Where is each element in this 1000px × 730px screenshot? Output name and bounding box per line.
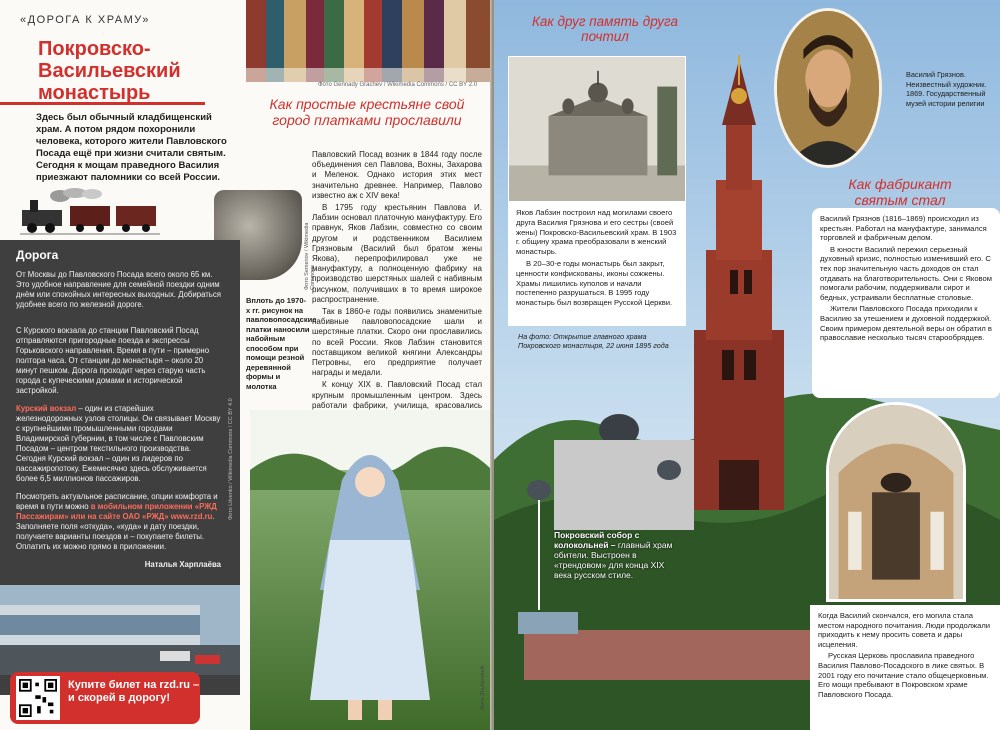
- history-card: [508, 202, 686, 326]
- card-paragraph: Василий Грязнов (1816–1869) происходил из крестьян. Работал на мануфактуре, занимался торговлей и фабричным делом.: [820, 214, 987, 243]
- photo-credit: Фото Gennady Grachev / Wikimedia Commons / CC BY 2.0: [318, 82, 478, 88]
- cathedral-caption: Покровский собор с колокольней – главный храм обители. Выстроен в «трендовом» для конца XIX века русском стиле.: [554, 530, 673, 580]
- kursky-station-label: Курский вокзал: [16, 404, 77, 413]
- card-paragraph: В 20–30-е годы монастырь был закрыт, ценности конфискованы, иконы сожжены. Храмы лишились куполов и начали постепенно разрушаться. В 1995 году монастырь был возвращен Русской Церкви.: [516, 258, 673, 308]
- card-paragraph: В юности Василий пережил серьезный духовный кризис, полностью изменивший его. С тех пор значительную часть доходов он стал отдавать на благотворительность. Они с Яковом помогали рабочим, поддерживали сирот и бедных, устраивали бесплатные столовые.: [820, 244, 992, 302]
- church-interior-photo: [826, 402, 966, 602]
- article-paragraph: Так в 1860-е годы появились знаменитые набивные павловопосадские шали и шерстяные платки. Скоро они прославились по всей России. Яков Лабзин становится поставщиком великой княгини Александры Петровны, его предприятие получает награды и медали.: [312, 307, 482, 378]
- photo-credit: Фото Semenov / Wikimedia Commons: [304, 222, 316, 290]
- veneration-card: [810, 605, 1000, 730]
- historic-church-photo: [508, 56, 686, 202]
- intro-paragraph: Здесь был обычный кладбищенский храм. А потом рядом похоронили человека, которого жители Павловского Посада ещё при жизни считали святым. Сегодня к мощам праведного Василия приезжают паломники со всей России.: [36, 112, 227, 183]
- section-headline: Как простые крестьяне свой город платками прославили: [269, 96, 465, 128]
- caption-pointer-line: [538, 500, 540, 610]
- sidebar-paragraph: От Москвы до Павловского Посада всего около 65 км. Это удобное направление для семейной поездки одним днём или спокойных интересных выходных. Добираться удобнее всего по железной дороге.: [16, 270, 221, 309]
- card-paragraph: Русская Церковь прославила праведного Василия Павлово-Посадского в лике святых. В 2001 году его почитание стало общецерковным. Его мощи пребывают в Покровском храме Павловского Посада.: [818, 651, 989, 699]
- section-headline: Как фабрикант святым стал: [848, 176, 952, 208]
- girl-in-shawl-photo: [250, 410, 490, 730]
- steam-train-illustration: [20, 188, 160, 236]
- left-page: [0, 0, 492, 730]
- article-paragraph: Павловский Посад возник в 1844 году после объединения сел Павлова, Вохны, Захарова и Меленок. Однако история этих мест значительно древнее. Например, Павлово известно аж с XIV века!: [312, 150, 482, 200]
- biography-card: [812, 208, 1000, 398]
- article-title: Покровско-Васильевский монастырь: [38, 38, 181, 104]
- portrait-caption: Василий Грязнов. Неизвестный художник. 1869. Государственный музей истории религии: [906, 70, 987, 108]
- section-rubric: «ДОРОГА К ХРАМУ»: [20, 14, 150, 26]
- kursky-station-photo: [0, 585, 240, 675]
- article-paragraph: К концу XIX в. Павловский Посад стал крупным промышленным центром. Здесь работали фабрики, училища, красовались: [312, 380, 482, 410]
- sidebar-paragraph: Курский вокзал – один из старейших железнодорожных узлов столицы. Он связывает Москву с крупнейшими промышленными городами Владимирской губернии, в том числе с Павловским Посадом – центром текстильного производства. Сегодня Курский вокзал – один из лидеров по пассажиропотоку. Ежемесячно здесь обслуживается более 6,5 миллионов пассажиров.: [16, 404, 221, 483]
- vasily-gryaznov-portrait: [774, 8, 882, 168]
- sidebar-paragraph: С Курского вокзала до станции Павловский Посад отправляются пригородные поезда и экспрессы Горьковского направления. Время в пути – примерно полтора часа. От станции до монастыря – около 20 минут пешком. Дорога проходит через старую часть города с купеческими домами и исторической застройкой.: [16, 326, 210, 395]
- photo-credit: Фото Litvenko / Wikimedia Commons / CC BY 4.0: [228, 398, 234, 520]
- photo-caption: На фото: Открытие главного храма Покровского монастыря, 22 июня 1895 года: [518, 332, 669, 350]
- cathedral-caption-title: Покровский собор с колокольней –: [554, 530, 640, 550]
- section-headline: Как друг память друга почтил: [531, 14, 679, 44]
- photo-credit: Фото Shutterstock: [480, 665, 486, 710]
- qr-code-icon[interactable]: [16, 676, 60, 720]
- article-paragraph: В 1795 году крестьянин Павлова И. Лабзин основал платочную мануфактуру. Его правнук, Яков Лабзин, совместно со своим другом и родственником Василием Грязновым (Василий был братом жены Якова), перепрофилировал уже не мануфактуру, а полноценную фабрику на производство шерстяных шалей с набивным рисунком, получивших в то время широкое распространение.: [312, 203, 482, 304]
- buy-ticket-text: Купите билет на rzd.ru – и скорей в дорогу!: [68, 679, 200, 704]
- article-body: [312, 150, 482, 421]
- card-paragraph: Когда Василий скончался, его могила стала местом народного почитания. Люди продолжали приходить к нему просить совета и дары исцеления.: [818, 611, 990, 649]
- sidebar-title: Дорога: [16, 248, 59, 262]
- buy-ticket-banner[interactable]: [10, 672, 200, 724]
- printing-caption: Вплоть до 1970-х гг. рисунок на павловопосадские платки наносили набойным способом при помощи резной деревянной формы и молотка: [246, 296, 317, 391]
- card-paragraph: Яков Лабзин построил над могилами своего друга Василия Грязнова и его сестры (своей жены) Покровско-Васильевский храм. В 1903 г. общину храма преобразовали в женский монастырь.: [516, 208, 677, 257]
- card-paragraph: Жители Павловского Посада приходили к Василию за утешением и духовной поддержкой. Своим примером деятельной веры он обратил в православие несколько тысяч старообрядцев.: [820, 304, 992, 343]
- author-name: Наталья Харплаёва: [144, 560, 221, 569]
- sidebar-paragraph: Посмотреть актуальное расписание, опции комфорта и время в пути можно в мобильном приложении «РЖД Пассажирам» или на сайте ОАО «РЖД» www.rzd.ru. Заполняете поля «откуда», «куда» и дату поездки, получаете варианты поездов и – покупаете билеты. Оплатить их можно прямо в приложении.: [16, 492, 218, 551]
- right-page: [494, 0, 1000, 730]
- shawls-photo: [246, 0, 490, 82]
- rzd-app-link[interactable]: в мобильном приложении «РЖД Пассажирам» или на сайте ОАО «РЖД» www.rzd.ru: [16, 502, 217, 521]
